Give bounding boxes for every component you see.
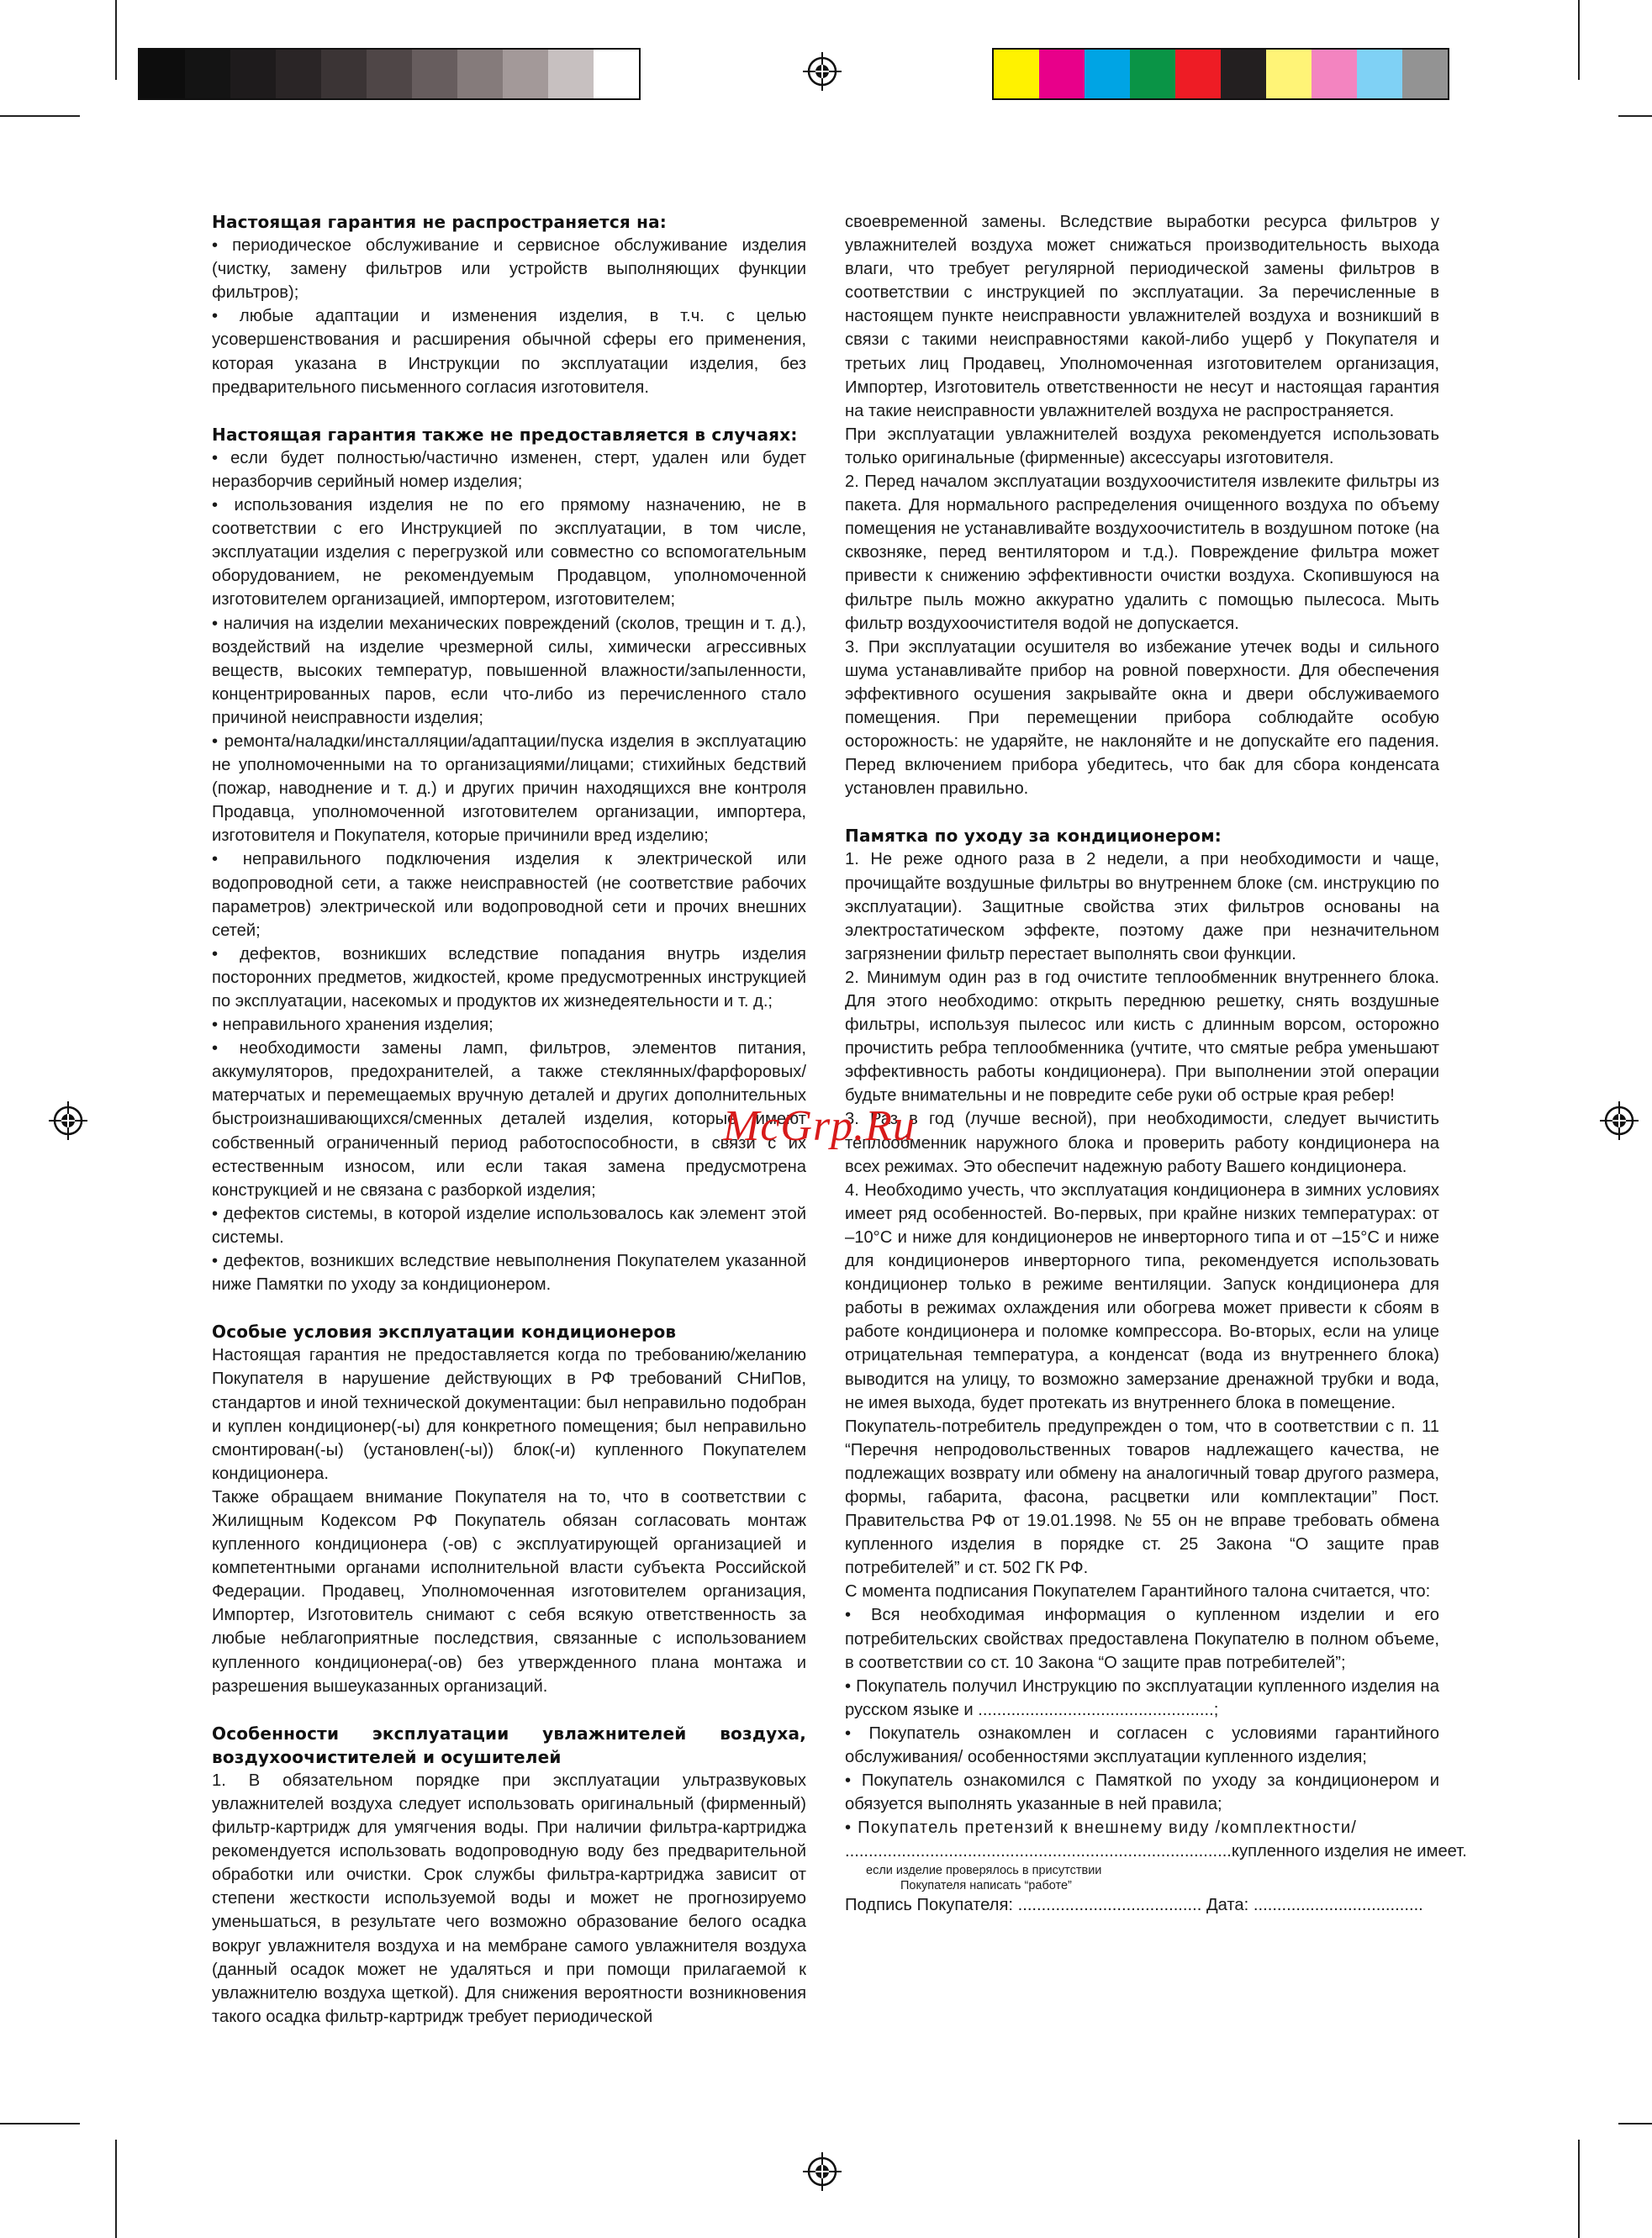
color-swatch bbox=[594, 50, 639, 98]
paragraph: • любые адаптации и изменения изделия, в т.ч. с целью усовершенствования и расширения обычной сферы его применения, которая указана в Инструкции по эксплуатации изделия, без предварительного письменного согласия изготовителя. bbox=[212, 307, 806, 397]
registration-mark-right bbox=[1600, 1101, 1639, 1140]
registration-mark-bottom bbox=[803, 2152, 842, 2191]
color-swatch bbox=[1130, 50, 1175, 98]
paragraph: • дефектов системы, в которой изделие использовалось как элемент этой системы. bbox=[212, 1204, 806, 1247]
paragraph: 2. Перед началом эксплуатации воздухоочистителя извлеките фильтры из пакета. Для нормального распределения очищенного воздуха по объему помещения не устанавливайте воздухоочиститель в воздушном потоке (на сквозняке, перед вентилятором и т.д.). Повреждение фильтра может привести к снижению эффективности очистки воздуха. Скопившуюся на фильтре пыль можно аккуратно удалить с помощью пылесоса. Мыть фильтр воздухоочистителя водой не допускается. bbox=[845, 472, 1439, 633]
crop-mark bbox=[1618, 2123, 1652, 2125]
paragraph: • неправильного подключения изделия к электрической или водопроводной сети, а также неисправностей (не соответствие рабочих параметров) электрической или водопроводной сети и прочих внешних сетей; bbox=[212, 850, 806, 940]
section-heading-humidifiers: Особенности эксплуатации увлажнителей воздуха, воздухоочистителей и осушителей bbox=[212, 1723, 806, 1767]
section-heading-ac-care-memo: Памятка по уходу за кондиционером: bbox=[845, 826, 1222, 847]
left-column bbox=[212, 210, 806, 2029]
paragraph: 1. Не реже одного раза в 2 недели, а при необходимости и чаще, прочищайте воздушные фильтры во внутреннем блоке (см. инструкцию по эксплуатации). Защитные свойства этих фильтров основаны на электростатическом эффекте, поэтому даже при незначительном загрязнении фильтр перестает выполнять свои функции. bbox=[845, 850, 1439, 963]
footnote-1: если изделие проверялось в присутствии bbox=[866, 1864, 1102, 1878]
crop-mark bbox=[1578, 0, 1580, 80]
color-swatch bbox=[230, 50, 276, 98]
color-swatch bbox=[1221, 50, 1266, 98]
paragraph: 3. Раз в год (лучше весной), при необходимости, следует вычистить теплообменник наружного блока и проверить работу кондиционера на всех режимах. Это обеспечит надежную работу Вашего кондиционера. bbox=[845, 1110, 1439, 1176]
registration-mark-left bbox=[49, 1101, 87, 1140]
fill-in-rest: купленного изделия не имеет. bbox=[1231, 1842, 1467, 1861]
color-swatch bbox=[1357, 50, 1402, 98]
paragraph: 4. Необходимо учесть, что эксплуатация кондиционера в зимних условиях имеет ряд особенностей. Во-первых, при крайне низких температурах: от –10°С и ниже для кондиционеров не инверторного типа и от –15°С и ниже для кондиционеров инверторного типа, рекомендуется использовать кондиционер только в режиме вентиляции. Запуск кондиционера для работы в режимах охлаждения или обогрева может привести к сбоям в работе кондиционера и поломке компрессора. Во-вторых, если на улице отрицательная температура, а конденсат (вода из внутреннего блока) выводится на улицу, то возможно замерзание дренажной трубки и вода, не имея выхода, будет протекать из внутреннего блока в помещение. bbox=[845, 1180, 1439, 1412]
crop-mark bbox=[1618, 115, 1652, 117]
paragraph: При эксплуатации увлажнителей воздуха рекомендуется использовать только оригинальные (фирменные) аксессуары изготовителя. bbox=[845, 425, 1439, 467]
paragraph: • дефектов, возникших вследствие попадания внутрь изделия посторонних предметов, жидкостей, кроме предусмотренных инструкцией по эксплуатации, насекомых и продуктов их жизнедеятельности и т. д.; bbox=[212, 944, 806, 1011]
color-swatch bbox=[185, 50, 230, 98]
crop-mark bbox=[115, 2140, 117, 2238]
right-column bbox=[845, 210, 1467, 1918]
footnote-2: Покупателя написать “работе” bbox=[900, 1879, 1072, 1893]
paragraph: • дефектов, возникших вследствие невыполнения Покупателем указанной ниже Памятки по уходу за кондиционером. bbox=[212, 1252, 806, 1295]
color-swatch bbox=[140, 50, 185, 98]
paragraph: • если будет полностью/частично изменен, стерт, удален или будет неразборчив серийный номер изделия; bbox=[212, 448, 806, 491]
color-swatch bbox=[457, 50, 503, 98]
paragraph: • наличия на изделии механических повреждений (сколов, трещин и т. д.), воздействий на изделие чрезмерной силы, химически агрессивных веществ, высоких температур, повышенной влажности/запыленности, концентрированных паров, если что-либо из перечисленного стало причиной неисправности изделия; bbox=[212, 614, 806, 727]
crop-mark bbox=[0, 115, 80, 117]
crop-mark bbox=[0, 2123, 80, 2125]
paragraph: Также обращаем внимание Покупателя на то, что в соответствии с Жилищным Кодексом РФ Покупатель обязан согласовать монтаж купленного кондиционера (-ов) с эксплуатирующей организацией и компетентными органами исполнительной власти субъекта Российской Федерации. Продавец, Уполномоченная изготовителем организация, Импортер, Изготовитель снимают с себя всякую ответственность за любые неблагоприятные последствия, связанные с использованием купленного кондиционера(-ов) без утвержденного плана монтажа и разрешения вышеуказанных организаций. bbox=[212, 1487, 806, 1696]
paragraph: • Покупатель получил Инструкцию по эксплуатации купленного изделия на русском языке и ..................................................; bbox=[845, 1676, 1439, 1719]
color-swatch bbox=[367, 50, 412, 98]
paragraph: • Покупатель ознакомился с Памяткой по уходу за кондиционером и обязуется выполнять указанные в ней правила; bbox=[845, 1771, 1439, 1814]
grayscale-calibration-strip bbox=[138, 48, 641, 100]
paragraph: • неправильного хранения изделия; bbox=[212, 1016, 493, 1035]
paragraph: • использования изделия не по его прямому назначению, не в соответствии с его Инструкцией по эксплуатации, в том числе, эксплуатации изделия с перегрузкой или совместно со вспомогательным оборудованием, не рекомендуемым Продавцом, уполномоченной изготовителем организацией, импортером, изготовителем; bbox=[212, 496, 806, 610]
color-swatch bbox=[994, 50, 1039, 98]
color-swatch bbox=[1175, 50, 1221, 98]
fill-in-dots: .................................................................................. bbox=[845, 1842, 1232, 1861]
paragraph: • Покупатель претензий к внешнему виду /комплектности/ bbox=[845, 1818, 1358, 1838]
color-swatch bbox=[412, 50, 457, 98]
color-swatch bbox=[1402, 50, 1448, 98]
color-swatch bbox=[548, 50, 594, 98]
signature-line: Подпись Покупателя: ....................................... Дата: .................................... bbox=[845, 1896, 1423, 1915]
paragraph: своевременной замены. Вследствие выработки ресурса фильтров у увлажнителей воздуха может снижаться производительность выхода влаги, что требует регулярной периодической замены фильтров в соответствии с инструкцией по эксплуатации. За перечисленные в настоящем пункте неисправности увлажнителей воздуха и возникший в связи с такими неисправностями какой-либо ущерб у Покупателя и третьих лиц Продавец, Уполномоченная изготовителем организация, Импортер, Изготовитель ответственности не несут и настоящая гарантия на такие неисправности увлажнителей воздуха не распространяется. bbox=[845, 213, 1439, 420]
section-heading-warranty-not-provided: Настоящая гарантия также не предоставляется в случаях: bbox=[212, 424, 798, 445]
color-swatch bbox=[321, 50, 367, 98]
paragraph: • ремонта/наладки/инсталляции/адаптации/пуска изделия в эксплуатацию не уполномоченными на то организациями/лицами; стихийных бедствий (пожар, наводнение и т. д.) и других причин находящихся вне контроля Продавца, уполномоченной изготовителем организации, импортера, изготовителя и Покупателя, которые причинили вред изделию; bbox=[212, 731, 806, 846]
paragraph: 1. В обязательном порядке при эксплуатации ультразвуковых увлажнителей воздуха следует использовать оригинальный (фирменный) фильтр-картридж для умягчения воды. При наличии фильтра-картриджа рекомендуется использовать водопроводную воду без предварительной обработки или очистки. Срок службы фильтра-картриджа зависит от степени жесткости используемой воды и может не прогнозируемо уменьшаться, в результате чего возможно образование белого осадка вокруг увлажнителя воздуха и на мембране самого увлажнителя воздуха (данный осадок может не удаляться и при помощи прилагаемой к увлажнителю воздуха щеткой). Для снижения вероятности возникновения такого осадка фильтр-картридж требует периодической bbox=[212, 1771, 806, 2026]
paragraph: • необходимости замены ламп, фильтров, элементов питания, аккумуляторов, предохранителей, а также стеклянных/фарфоровых/матерчатых и перемещаемых вручную деталей и других дополнительных быстроизнашивающихся/сменных деталей изделия, которые имеют собственный ограниченный период работоспособности, в связи с их естественным износом, или если такая замена предусмотрена конструкцией и не связана с разборкой изделия; bbox=[212, 1039, 806, 1200]
fill-in-line bbox=[845, 1839, 1467, 1863]
watermark: McGrp.Ru bbox=[723, 1102, 916, 1150]
color-calibration-strip bbox=[992, 48, 1449, 100]
crop-mark bbox=[115, 0, 117, 80]
color-swatch bbox=[503, 50, 548, 98]
color-swatch bbox=[276, 50, 321, 98]
color-swatch bbox=[1085, 50, 1130, 98]
paragraph: 3. При эксплуатации осушителя во избежание утечек воды и сильного шума устанавливайте прибор на ровной поверхности. Для обеспечения эффективного осушения закрывайте окна и двери обслуживаемого помещения. При перемещении прибора соблюдайте особую осторожность: не ударяйте, не наклоняйте и не допускайте его падения. Перед включением прибора убедитесь, что бак для сбора конденсата установлен правильно. bbox=[845, 637, 1439, 799]
color-swatch bbox=[1312, 50, 1357, 98]
paragraph: С момента подписания Покупателем Гарантийного талона считается, что: bbox=[845, 1582, 1431, 1602]
paragraph: • Вся необходимая информация о купленном изделии и его потребительских свойствах предоставлена Покупателю в полном объеме, в соответствии со ст. 10 Закона “О защите прав потребителей”; bbox=[845, 1606, 1439, 1672]
paragraph: 2. Минимум один раз в год очистите теплообменник внутреннего блока. Для этого необходимо: открыть переднюю решетку, снять воздушные фильтры, используя пылесос или кисть с длинным ворсом, осторожно прочистить ребра теплообменника (учтите, что смятые ребра уменьшают эффективность работы кондиционера). При выполнении этой операции будьте внимательны и не повредите себе руки об острые края ребер! bbox=[845, 968, 1439, 1106]
registration-mark-top bbox=[803, 52, 842, 91]
paragraph: Покупатель-потребитель предупрежден о том, что в соответствии с п. 11 “Перечня непродовольственных товаров надлежащего качества, не подлежащих возврату или обмену на аналогичный товар другого размера, формы, габарита, фасона, расцветки или комплектации” Пост. Правительства РФ от 19.01.1998. № 55 он не вправе требовать обмена купленного изделия в порядке ст. 25 Закона “О защите прав потребителей” и ст. 502 ГК РФ. bbox=[845, 1417, 1439, 1578]
color-swatch bbox=[1266, 50, 1312, 98]
paragraph: • Покупатель ознакомлен и согласен с условиями гарантийного обслуживания/ особенностями эксплуатации купленного изделия; bbox=[845, 1723, 1439, 1766]
crop-mark bbox=[1578, 2140, 1580, 2238]
section-heading-ac-conditions: Особые условия эксплуатации кондиционеров bbox=[212, 1322, 677, 1343]
section-heading-warranty-excludes: Настоящая гарантия не распространяется на: bbox=[212, 212, 667, 232]
color-swatch bbox=[1039, 50, 1085, 98]
paragraph: Настоящая гарантия не предоставляется когда по требованию/желанию Покупателя в нарушение действующих в РФ требований СНиПов, стандартов и иной технической документации: был неправильно подобран и куплен кондиционер(-ы) для конкретного помещения; был неправильно смонтирован(-ы) (установлен(-ы)) блок(-и) купленного Покупателем кондиционера. bbox=[212, 1346, 806, 1483]
paragraph: • периодическое обслуживание и сервисное обслуживание изделия (чистку, замену фильтров или устройств выполняющих функции фильтров); bbox=[212, 236, 806, 303]
